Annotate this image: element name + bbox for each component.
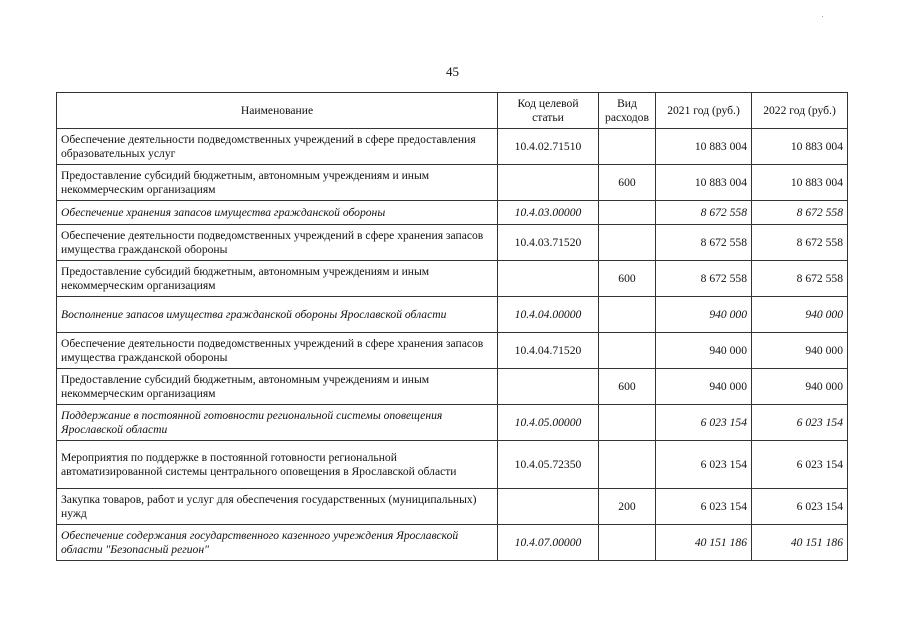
row-2022-amount-cell: 8 672 558 xyxy=(752,225,848,261)
row-2021-amount-cell: 8 672 558 xyxy=(656,225,752,261)
table-row xyxy=(57,261,848,297)
row-name-cell: Восполнение запасов имущества гражданской обороны Ярославской области xyxy=(57,297,498,333)
row-name-cell: Предоставление субсидий бюджетным, автономным учреждениям и иным некоммерческим организациям xyxy=(57,261,498,297)
row-code-cell xyxy=(498,165,599,201)
row-code-cell: 10.4.02.71510 xyxy=(498,129,599,165)
row-2021-amount-cell: 6 023 154 xyxy=(656,441,752,489)
row-code-cell: 10.4.03.71520 xyxy=(498,225,599,261)
row-2022-amount-cell: 940 000 xyxy=(752,333,848,369)
row-expense-type-cell: 600 xyxy=(599,261,656,297)
row-2021-amount-cell: 8 672 558 xyxy=(656,201,752,225)
page-number: 45 xyxy=(446,64,459,79)
scan-speck xyxy=(822,16,823,17)
budget-table xyxy=(56,92,848,561)
table-row xyxy=(57,441,848,489)
row-2022-amount-cell: 6 023 154 xyxy=(752,405,848,441)
table-row xyxy=(57,369,848,405)
row-expense-type-cell: 200 xyxy=(599,489,656,525)
row-2021-amount-cell: 8 672 558 xyxy=(656,261,752,297)
row-expense-type-cell xyxy=(599,225,656,261)
table-row xyxy=(57,225,848,261)
table-row xyxy=(57,165,848,201)
row-expense-type-cell xyxy=(599,333,656,369)
row-expense-type-cell: 600 xyxy=(599,369,656,405)
row-code-cell: 10.4.03.00000 xyxy=(498,201,599,225)
header-expense-type: Вид расходов xyxy=(599,93,656,129)
row-code-cell: 10.4.07.00000 xyxy=(498,525,599,561)
row-2022-amount-cell: 40 151 186 xyxy=(752,525,848,561)
table-row xyxy=(57,525,848,561)
row-2021-amount-cell: 940 000 xyxy=(656,333,752,369)
row-2021-amount-cell: 10 883 004 xyxy=(656,129,752,165)
row-2021-amount-cell: 6 023 154 xyxy=(656,489,752,525)
table-row xyxy=(57,129,848,165)
row-expense-type-cell: 600 xyxy=(599,165,656,201)
row-expense-type-cell xyxy=(599,201,656,225)
row-2021-amount-cell: 6 023 154 xyxy=(656,405,752,441)
row-2021-amount-cell: 40 151 186 xyxy=(656,525,752,561)
table-header-row xyxy=(57,93,848,129)
table-row xyxy=(57,201,848,225)
row-code-cell xyxy=(498,489,599,525)
row-code-cell xyxy=(498,261,599,297)
row-name-cell: Предоставление субсидий бюджетным, автономным учреждениям и иным некоммерческим организациям xyxy=(57,165,498,201)
table-row xyxy=(57,297,848,333)
row-2022-amount-cell: 6 023 154 xyxy=(752,489,848,525)
row-2022-amount-cell: 940 000 xyxy=(752,297,848,333)
row-name-cell: Обеспечение деятельности подведомственных учреждений в сфере хранения запасов имущества гражданской обороны xyxy=(57,333,498,369)
row-2022-amount-cell: 940 000 xyxy=(752,369,848,405)
row-code-cell xyxy=(498,369,599,405)
row-expense-type-cell xyxy=(599,129,656,165)
row-expense-type-cell xyxy=(599,405,656,441)
row-2022-amount-cell: 10 883 004 xyxy=(752,165,848,201)
row-name-cell: Обеспечение хранения запасов имущества гражданской обороны xyxy=(57,201,498,225)
table-row xyxy=(57,405,848,441)
row-code-cell: 10.4.04.00000 xyxy=(498,297,599,333)
row-name-cell: Закупка товаров, работ и услуг для обеспечения государственных (муниципальных) нужд xyxy=(57,489,498,525)
row-2022-amount-cell: 8 672 558 xyxy=(752,261,848,297)
row-2022-amount-cell: 6 023 154 xyxy=(752,441,848,489)
header-2021: 2021 год (руб.) xyxy=(656,93,752,129)
row-name-cell: Обеспечение деятельности подведомственных учреждений в сфере предоставления образовательных услуг xyxy=(57,129,498,165)
row-2021-amount-cell: 940 000 xyxy=(656,369,752,405)
table-body xyxy=(57,129,848,561)
table-row xyxy=(57,489,848,525)
row-name-cell: Обеспечение деятельности подведомственных учреждений в сфере хранения запасов имущества гражданской обороны xyxy=(57,225,498,261)
row-expense-type-cell xyxy=(599,525,656,561)
row-code-cell: 10.4.04.71520 xyxy=(498,333,599,369)
row-2021-amount-cell: 940 000 xyxy=(656,297,752,333)
header-name: Наименование xyxy=(57,93,498,129)
header-code: Код целевой статьи xyxy=(498,93,599,129)
header-2022: 2022 год (руб.) xyxy=(752,93,848,129)
row-2022-amount-cell: 10 883 004 xyxy=(752,129,848,165)
row-code-cell: 10.4.05.72350 xyxy=(498,441,599,489)
row-name-cell: Мероприятия по поддержке в постоянной готовности региональной автоматизированной системы центрального оповещения в Ярославской области xyxy=(57,441,498,489)
table-row xyxy=(57,333,848,369)
row-2021-amount-cell: 10 883 004 xyxy=(656,165,752,201)
row-name-cell: Предоставление субсидий бюджетным, автономным учреждениям и иным некоммерческим организациям xyxy=(57,369,498,405)
row-expense-type-cell xyxy=(599,441,656,489)
row-expense-type-cell xyxy=(599,297,656,333)
row-code-cell: 10.4.05.00000 xyxy=(498,405,599,441)
row-2022-amount-cell: 8 672 558 xyxy=(752,201,848,225)
row-name-cell: Поддержание в постоянной готовности региональной системы оповещения Ярославской области xyxy=(57,405,498,441)
row-name-cell: Обеспечение содержания государственного казенного учреждения Ярославской области "Безопасный регион" xyxy=(57,525,498,561)
